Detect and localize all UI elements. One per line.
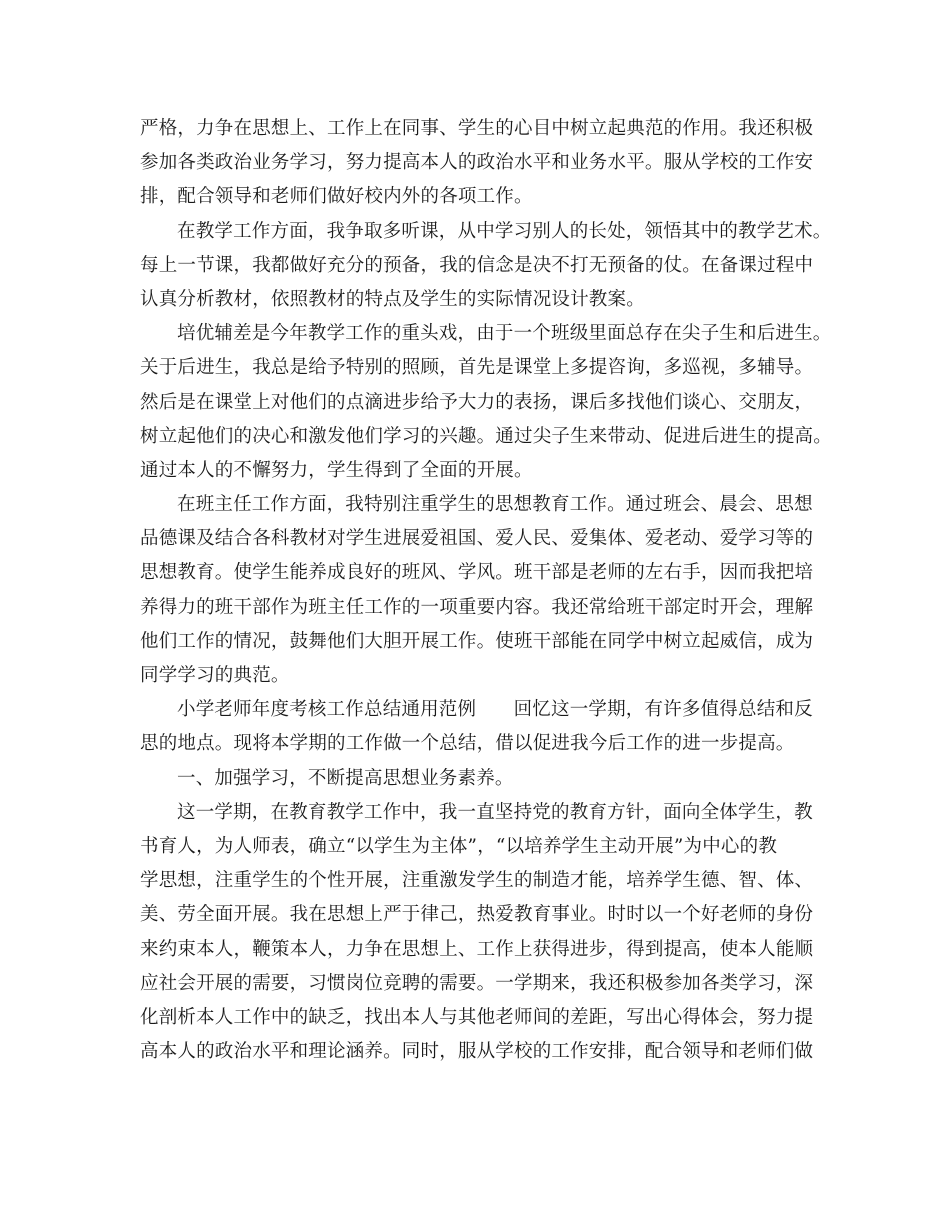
text-line: 排，配合领导和老师们做好校内外的各项工作。 (140, 186, 533, 208)
paragraph-start-line: 这一学期，在教育教学工作中，我一直坚持党的教育方针，面向全体学生，教 (177, 801, 813, 823)
text-line: 同学学习的典范。 (140, 665, 290, 686)
text-line: 美、劳全面开展。我在思想上严于律己，热爱教育事业。时时以一个好老师的身份 (140, 904, 814, 926)
text-line: 关于后进生，我总是给予特别的照顾，首先是课堂上多提咨询，多巡视，多辅导。 (140, 357, 814, 379)
text-line: 思想教育。使学生能养成良好的班风、学风。班干部是老师的左右手，因而我把培 (140, 562, 814, 584)
text-line: 然后是在课堂上对他们的点滴进步给予大力的表扬，课后多找他们谈心、交朋友， (140, 391, 814, 413)
text-line: 通过本人的不懈努力，学生得到了全面的开展。 (140, 459, 533, 481)
text-line: 认真分析教材，依照教材的特点及学生的实际情况设计教案。 (140, 288, 645, 310)
paragraph-start-line: 培优辅差是今年教学工作的重头戏，由于一个班级里面总存在尖子生和后进生。 (177, 323, 832, 345)
text-line: 品德课及结合各科教材对学生进展爱祖国、爱人民、爱集体、爱老动、爱学习等的 (140, 528, 814, 550)
paragraph-start-line: 在教学工作方面，我争取多听课，从中学习别人的长处，领悟其中的教学艺术。 (177, 220, 832, 242)
text-line: 参加各类政治业务学习，努力提高本人的政治水平和业务水平。服从学校的工作安 (140, 152, 814, 174)
document-body (140, 112, 830, 1069)
section-heading: 一、加强学习，不断提高思想业务素养。 (177, 767, 514, 789)
text-line: 来约束本人，鞭策本人，力争在思想上、工作上获得进步，得到提高，使本人能顺 (140, 938, 814, 960)
text-line: 每上一节课，我都做好充分的预备，我的信念是决不打无预备的仗。在备课过程中 (140, 254, 814, 276)
text-line: 书育人，为人师表，确立“以学生为主体”，“以培养学生主动开展”为中心的教 (140, 835, 778, 857)
text-line: 学思想，注重学生的个性开展，注重激发学生的制造才能，培养学生德、智、体、 (140, 870, 814, 892)
text-line: 严格，力争在思想上、工作上在同事、学生的心目中树立起典范的作用。我还积极 (140, 118, 814, 139)
text-line: 高本人的政治水平和理论涵养。同时，服从学校的工作安排，配合领导和老师们做 (140, 1041, 814, 1063)
text-line: 他们工作的情况，鼓舞他们大胆开展工作。使班干部能在同学中树立起威信，成为 (140, 630, 814, 652)
text-line: 应社会开展的需要，习惯岗位竞聘的需要。一学期来，我还积极参加各类学习，深 (140, 972, 814, 994)
paragraph-start-line: 小学老师年度考核工作总结通用范例 回忆这一学期，有许多值得总结和反 (177, 699, 813, 721)
text-line: 化剖析本人工作中的缺乏，找出本人与其他老师间的差距，写出心得体会，努力提 (140, 1006, 814, 1028)
text-line: 养得力的班干部作为班主任工作的一项重要内容。我还常给班干部定时开会，理解 (140, 596, 814, 618)
text-line: 思的地点。现将本学期的工作做一个总结，借以促进我今后工作的进一步提高。 (140, 733, 795, 755)
paragraph-start-line: 在班主任工作方面，我特别注重学生的思想教育工作。通过班会、晨会、思想 (177, 494, 813, 516)
text-line: 树立起他们的决心和激发他们学习的兴趣。通过尖子生来带动、促进后进生的提高。 (140, 425, 832, 447)
